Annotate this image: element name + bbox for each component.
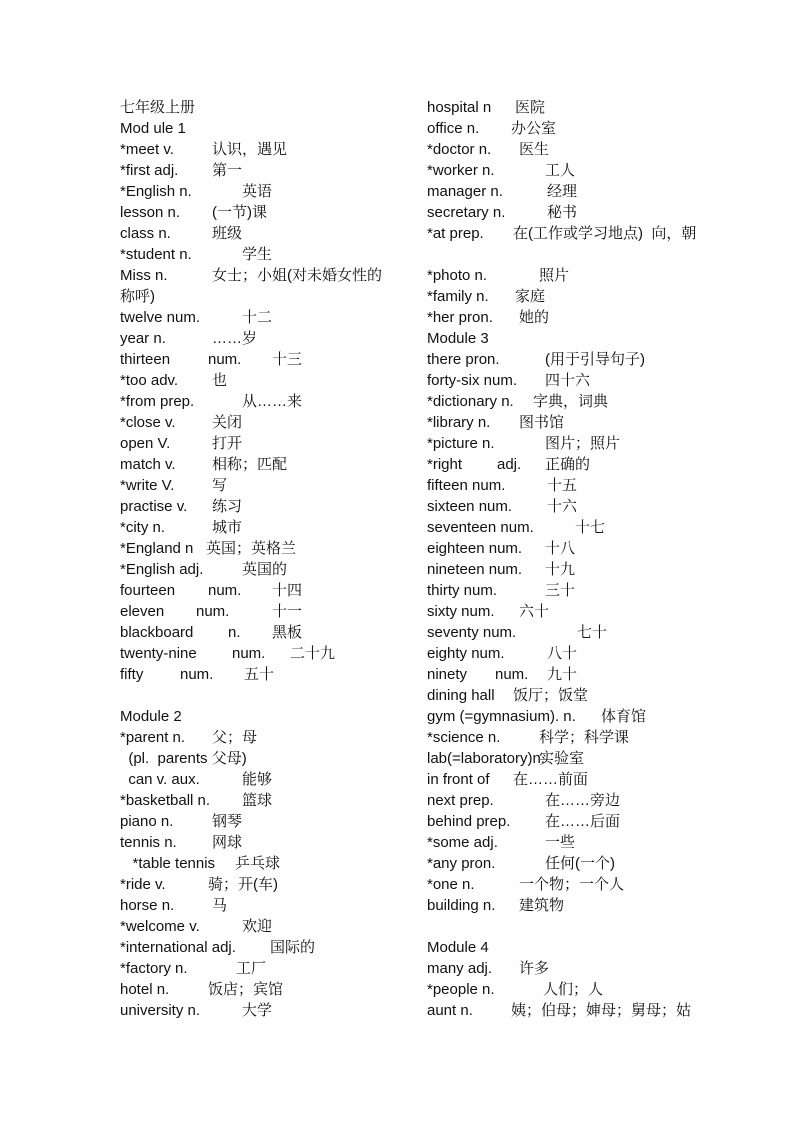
vocab-entry (427, 286, 797, 307)
vocab-word: *right (427, 456, 463, 473)
vocab-entry (120, 790, 420, 811)
vocab-entry (120, 958, 420, 979)
vocab-word: *English n. (120, 183, 192, 200)
vocab-word: *first adj. (120, 162, 179, 179)
vocab-meaning: 城市 (212, 519, 243, 536)
vocab-entry (427, 601, 797, 622)
vocab-word: piano n. (120, 813, 174, 830)
vocab-meaning: 实验室 (539, 750, 585, 767)
vocab-entry (427, 664, 797, 685)
vocab-word: *dictionary n. (427, 393, 514, 410)
vocab-meaning: 图片；照片 (545, 435, 621, 452)
vocab-word: practise v. (120, 498, 188, 515)
vocab-entry (120, 916, 420, 937)
vocab-entry (120, 139, 420, 160)
vocab-word: sixty num. (427, 603, 495, 620)
vocab-entry (120, 622, 420, 643)
vocab-word: *welcome v. (120, 918, 200, 935)
vocab-word: class n. (120, 225, 171, 242)
vocab-entry (120, 454, 420, 475)
vocab-entry (120, 517, 420, 538)
vocab-word: twelve num. (120, 309, 201, 326)
vocab-entry (427, 790, 797, 811)
vocab-word: dining hall (427, 687, 495, 704)
vocab-meaning: 人们；人 (543, 981, 604, 998)
vocab-meaning: 饭厅；饭堂 (513, 687, 589, 704)
vocab-meaning: 姨；伯母；婶母；舅母；姑 (511, 1002, 692, 1019)
vocab-entry (427, 643, 797, 664)
vocab-word: manager n. (427, 183, 503, 200)
vocab-word: *parent n. (120, 729, 186, 746)
text-line (120, 748, 420, 769)
vocab-entry (120, 538, 420, 559)
vocab-meaning: 一个物；一个人 (519, 876, 625, 893)
vocab-meaning: 医生 (519, 141, 550, 158)
right-column (427, 97, 797, 1021)
vocab-word: behind prep. (427, 813, 511, 830)
blank-line (427, 916, 797, 937)
vocab-meaning: 正确的 (545, 456, 591, 473)
vocab-meaning: 医院 (515, 99, 546, 116)
vocab-word: horse n. (120, 897, 175, 914)
vocab-meaning: 任何(一个) (545, 855, 615, 872)
vocab-meaning: 大学 (242, 1002, 273, 1019)
line-text: Module 2 (120, 708, 182, 725)
vocab-entry (120, 937, 420, 958)
vocab-word: many adj. (427, 960, 493, 977)
vocab-entry (427, 874, 797, 895)
vocab-meaning: 能够 (242, 771, 273, 788)
vocab-word: thirty num. (427, 582, 498, 599)
vocab-word: *write V. (120, 477, 175, 494)
vocab-entry (427, 118, 797, 139)
vocab-entry (427, 832, 797, 853)
vocab-meaning: 关闭 (212, 414, 243, 431)
vocab-entry (427, 349, 797, 370)
vocab-entry (427, 475, 797, 496)
vocab-meaning: 学生 (242, 246, 273, 263)
vocab-meaning: 办公室 (511, 120, 557, 137)
vocab-entry (427, 454, 797, 475)
line-text: 七年级上册 (120, 99, 196, 116)
vocab-word: eighty num. (427, 645, 505, 662)
module-heading (120, 706, 420, 727)
vocab-meaning: 九十 (547, 666, 578, 683)
vocab-entry (427, 538, 797, 559)
vocab-entry (427, 811, 797, 832)
vocab-entry (427, 370, 797, 391)
vocab-word: *English adj. (120, 561, 204, 578)
vocab-word: *photo n. (427, 267, 488, 284)
vocab-entry (120, 1000, 420, 1021)
vocab-meaning: 在……前面 (513, 771, 589, 788)
vocab-word: hotel n. (120, 981, 170, 998)
vocab-meaning: 也 (212, 372, 228, 389)
vocab-word: next prep. (427, 792, 494, 809)
vocab-meaning: 打开 (212, 435, 243, 452)
module-heading (427, 937, 797, 958)
vocab-meaning: 十六 (547, 498, 578, 515)
vocab-word: Miss n. (120, 267, 168, 284)
vocab-meaning: 图书馆 (519, 414, 565, 431)
vocab-entry (427, 559, 797, 580)
vocab-word: *some adj. (427, 834, 498, 851)
vocab-meaning: 工厂 (236, 960, 267, 977)
vocab-word: *ride v. (120, 876, 166, 893)
part-of-speech: adj. (497, 456, 522, 473)
vocab-word: *doctor n. (427, 141, 492, 158)
vocab-word: *her pron. (427, 309, 493, 326)
vocab-word: fifty (120, 666, 144, 683)
vocab-word: secretary n. (427, 204, 506, 221)
part-of-speech: num. (232, 645, 266, 662)
vocab-meaning: 从……来 (242, 393, 303, 410)
vocab-meaning: 十九 (545, 561, 576, 578)
module-heading (120, 118, 420, 139)
vocab-meaning: 英国的 (242, 561, 288, 578)
vocab-meaning: 欢迎 (242, 918, 273, 935)
vocab-meaning: 一些 (545, 834, 576, 851)
line-text: Module 3 (427, 330, 489, 347)
vocab-entry (120, 412, 420, 433)
vocab-word: *meet v. (120, 141, 174, 158)
vocab-meaning: 十五 (547, 477, 578, 494)
vocab-entry (427, 391, 797, 412)
vocab-word: *from prep. (120, 393, 195, 410)
vocab-meaning: 在(工作或学习地点) 向，朝 (513, 225, 697, 242)
vocab-entry (120, 307, 420, 328)
vocab-word: *one n. (427, 876, 475, 893)
vocab-word: *any pron. (427, 855, 496, 872)
line-text: 称呼) (120, 288, 155, 305)
vocab-word: forty-six num. (427, 372, 518, 389)
vocab-meaning: 她的 (519, 309, 550, 326)
part-of-speech: num. (208, 582, 242, 599)
vocab-meaning: 黑板 (272, 624, 303, 641)
vocab-entry (427, 727, 797, 748)
vocab-meaning: 写 (212, 477, 228, 494)
vocab-word: nineteen num. (427, 561, 523, 578)
vocab-word: fifteen num. (427, 477, 506, 494)
vocab-entry (427, 958, 797, 979)
vocab-entry (120, 244, 420, 265)
vocab-meaning: 第一 (212, 162, 243, 179)
vocab-meaning: 许多 (519, 960, 550, 977)
text-line (120, 97, 420, 118)
vocab-meaning: 工人 (545, 162, 576, 179)
vocab-entry (120, 727, 420, 748)
vocab-entry (427, 622, 797, 643)
vocab-entry (427, 202, 797, 223)
vocab-meaning: (用于引导句子) (545, 351, 645, 368)
vocab-word: *picture n. (427, 435, 495, 452)
part-of-speech: num. (196, 603, 230, 620)
vocab-meaning: 六十 (519, 603, 550, 620)
vocab-word: *people n. (427, 981, 495, 998)
vocab-word: *too adv. (120, 372, 179, 389)
vocab-word: aunt n. (427, 1002, 473, 1019)
vocab-entry (427, 979, 797, 1000)
vocab-entry (120, 811, 420, 832)
vocab-word: *science n. (427, 729, 501, 746)
vocab-word: ninety (427, 666, 468, 683)
vocab-word: fourteen (120, 582, 176, 599)
blank-line (120, 685, 420, 706)
vocab-entry (120, 895, 420, 916)
vocab-meaning: 体育馆 (601, 708, 647, 725)
vocab-entry (427, 412, 797, 433)
vocab-meaning: 在……后面 (545, 813, 621, 830)
vocab-word: lab(=laboratory)n. (427, 750, 545, 767)
vocab-entry (427, 853, 797, 874)
vocab-meaning: 网球 (212, 834, 243, 851)
vocab-entry (427, 1000, 797, 1021)
vocab-word: building n. (427, 897, 496, 914)
vocab-entry (120, 874, 420, 895)
vocab-entry (120, 643, 420, 664)
vocab-word: *student n. (120, 246, 192, 263)
vocab-word: sixteen num. (427, 498, 513, 515)
vocab-meaning: 乒乓球 (235, 855, 281, 872)
vocab-entry (120, 664, 420, 685)
vocab-entry (120, 349, 420, 370)
vocab-meaning: 骑；开(车) (208, 876, 278, 893)
vocab-word: blackboard (120, 624, 194, 641)
vocab-word: match v. (120, 456, 176, 473)
vocab-word: gym (=gymnasium). n. (427, 708, 576, 725)
vocab-meaning: 科学；科学课 (539, 729, 630, 746)
vocab-entry (427, 517, 797, 538)
vocab-entry (120, 160, 420, 181)
part-of-speech: num. (495, 666, 529, 683)
part-of-speech: n. (228, 624, 241, 641)
vocab-meaning: 三十 (545, 582, 576, 599)
vocab-word: twenty-nine (120, 645, 197, 662)
vocab-meaning: 八十 (547, 645, 578, 662)
vocab-word: tennis n. (120, 834, 177, 851)
vocab-entry (120, 433, 420, 454)
vocab-entry (120, 328, 420, 349)
vocab-meaning: 十二 (242, 309, 273, 326)
vocab-meaning: 家庭 (515, 288, 546, 305)
vocab-entry (120, 391, 420, 412)
vocab-word: *table tennis (120, 855, 216, 872)
left-column (120, 97, 420, 1021)
line-text: (pl. parents 父母) (120, 750, 247, 767)
vocab-word: *factory n. (120, 960, 188, 977)
vocab-word: in front of (427, 771, 490, 788)
blank-line (427, 244, 797, 265)
vocab-meaning: 四十六 (545, 372, 591, 389)
vocab-entry (427, 433, 797, 454)
line-text: Mod ule 1 (120, 120, 186, 137)
vocab-word: *at prep. (427, 225, 484, 242)
vocab-entry (120, 496, 420, 517)
vocab-word: *close v. (120, 414, 176, 431)
vocab-meaning: 马 (212, 897, 228, 914)
vocab-word: open V. (120, 435, 171, 452)
vocab-meaning: 国际的 (270, 939, 316, 956)
vocab-meaning: 经理 (547, 183, 578, 200)
vocab-word: eleven (120, 603, 165, 620)
vocab-meaning: 相称；匹配 (212, 456, 288, 473)
vocab-word: university n. (120, 1002, 201, 1019)
vocab-word: year n. (120, 330, 166, 347)
vocab-meaning: 钢琴 (212, 813, 243, 830)
vocab-word: *city n. (120, 519, 166, 536)
vocab-meaning: 照片 (539, 267, 570, 284)
vocab-word: seventeen num. (427, 519, 534, 536)
vocab-word: can v. aux. (120, 771, 200, 788)
vocab-meaning: 英国；英格兰 (206, 540, 297, 557)
vocab-meaning: 七十 (577, 624, 608, 641)
vocab-entry (120, 223, 420, 244)
vocab-meaning: 二十九 (290, 645, 336, 662)
vocab-meaning: 秘书 (547, 204, 578, 221)
vocab-meaning: 女士；小姐(对未婚女性的 (212, 267, 382, 284)
vocab-meaning: 父；母 (212, 729, 258, 746)
vocab-entry (427, 769, 797, 790)
vocab-meaning: 字典，词典 (533, 393, 609, 410)
vocab-entry (120, 202, 420, 223)
vocab-entry (427, 685, 797, 706)
module-heading (427, 328, 797, 349)
vocab-word: eighteen num. (427, 540, 523, 557)
vocab-meaning: 篮球 (242, 792, 273, 809)
vocab-entry (120, 601, 420, 622)
vocab-meaning: 练习 (212, 498, 243, 515)
vocab-word: *England n (120, 540, 194, 557)
vocab-word: *basketball n. (120, 792, 211, 809)
vocab-meaning: 班级 (212, 225, 243, 242)
line-text: Module 4 (427, 939, 489, 956)
vocab-entry (427, 748, 797, 769)
vocab-entry (120, 181, 420, 202)
vocab-entry (120, 559, 420, 580)
vocab-meaning: 五十 (244, 666, 275, 683)
vocab-meaning: 十七 (575, 519, 606, 536)
vocab-entry (427, 580, 797, 601)
vocab-entry (427, 223, 797, 244)
vocab-entry (427, 181, 797, 202)
vocab-word: *international adj. (120, 939, 236, 956)
vocab-entry (120, 853, 420, 874)
vocab-word: hospital n (427, 99, 492, 116)
part-of-speech: num. (208, 351, 242, 368)
vocab-entry (427, 895, 797, 916)
part-of-speech: num. (180, 666, 214, 683)
vocab-entry (427, 139, 797, 160)
vocab-meaning: 建筑物 (519, 897, 565, 914)
vocab-entry (427, 97, 797, 118)
vocab-word: *worker n. (427, 162, 495, 179)
vocab-meaning: ……岁 (212, 330, 258, 347)
vocab-word: there pron. (427, 351, 500, 368)
vocab-word: lesson n. (120, 204, 181, 221)
vocab-meaning: 英语 (242, 183, 273, 200)
vocab-entry (120, 979, 420, 1000)
vocab-entry (120, 769, 420, 790)
vocab-meaning: 十一 (272, 603, 303, 620)
vocab-entry (120, 265, 420, 286)
vocab-entry (427, 307, 797, 328)
text-line (120, 286, 420, 307)
vocab-meaning: 十四 (272, 582, 303, 599)
vocab-entry (120, 475, 420, 496)
vocab-entry (427, 265, 797, 286)
vocab-meaning: 十八 (545, 540, 576, 557)
vocab-entry (427, 706, 797, 727)
vocab-entry (120, 580, 420, 601)
vocab-meaning: 十三 (272, 351, 303, 368)
vocab-meaning: (一节)课 (212, 204, 267, 221)
vocab-entry (120, 832, 420, 853)
vocab-word: office n. (427, 120, 480, 137)
vocab-word: seventy num. (427, 624, 517, 641)
vocab-entry (120, 370, 420, 391)
vocab-word: *family n. (427, 288, 489, 305)
vocab-meaning: 在……旁边 (545, 792, 621, 809)
vocab-entry (427, 160, 797, 181)
vocab-word: thirteen (120, 351, 171, 368)
vocab-word: *library n. (427, 414, 491, 431)
vocab-meaning: 认识，遇见 (212, 141, 288, 158)
vocab-meaning: 饭店；宾馆 (208, 981, 284, 998)
vocab-entry (427, 496, 797, 517)
